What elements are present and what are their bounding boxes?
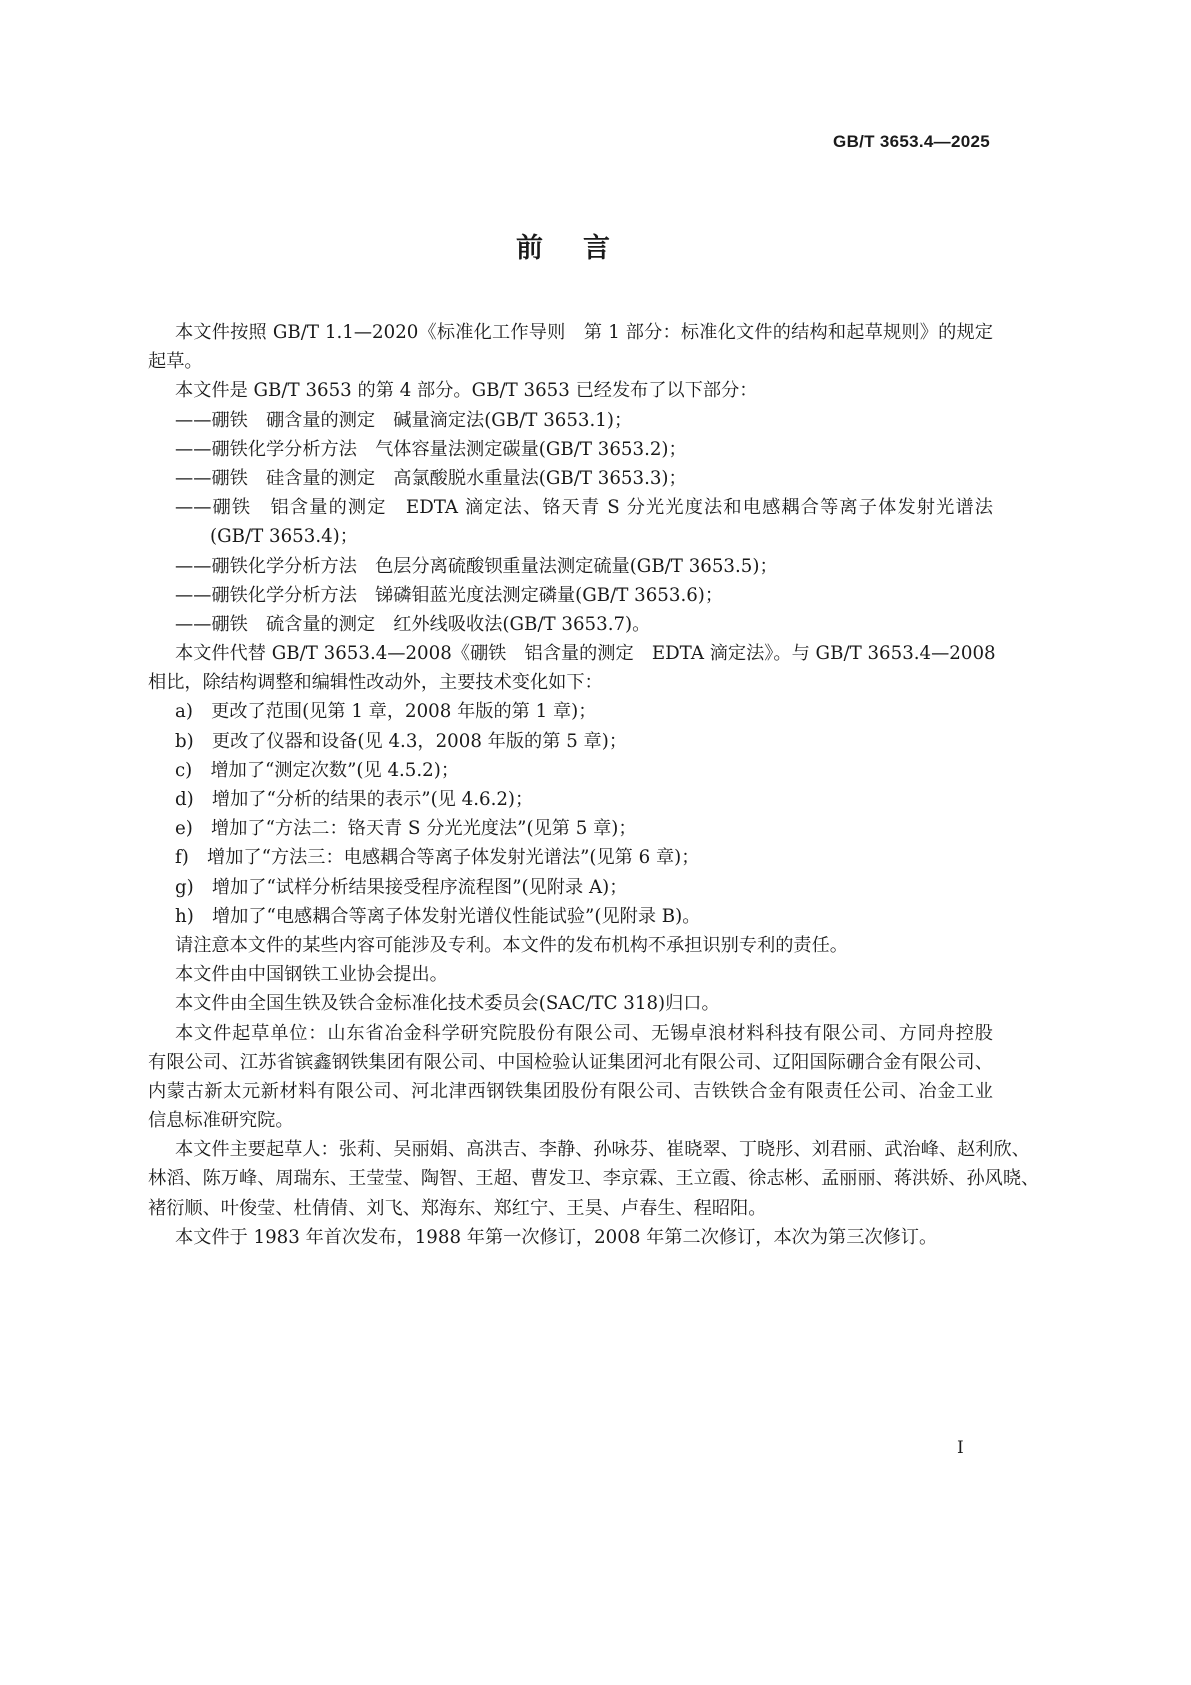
text-line: a) 更改了范围(见第 1 章，2008 年版的第 1 章)； [175,701,597,723]
text-line: 本文件起草单位：山东省冶金科学研究院股份有限公司、无锡卓浪材料科技有限公司、方同舟控股 [175,1022,993,1044]
title-char: 前 [516,233,543,264]
paragraph [148,960,993,989]
standard-number: GB/T 3653.4—2025 [833,132,990,151]
paragraph [148,552,993,581]
text-line: 本文件是 GB/T 3653 的第 4 部分。GB/T 3653 已经发布了以下部分： [175,380,758,402]
paragraph [148,756,993,785]
paragraph [148,843,993,872]
text-line: ——硼铁化学分析方法 锑磷钼蓝光度法测定磷量(GB/T 3653.6)； [175,584,724,606]
paragraph [148,1223,993,1252]
text-line: (GB/T 3653.4)； [210,526,358,548]
paragraph [148,493,993,551]
text-line: 有限公司、江苏省镔鑫钢铁集团有限公司、中国检验认证集团河北有限公司、辽阳国际硼合金有限公司、 [148,1051,993,1073]
text-line: ——硼铁化学分析方法 气体容量法测定碳量(GB/T 3653.2)； [175,438,687,460]
paragraph [148,639,996,697]
text-line: 请注意本文件的某些内容可能涉及专利。本文件的发布机构不承担识别专利的责任。 [175,934,848,956]
text-line: f) 增加了“方法三：电感耦合等离子体发射光谱法”(见第 6 章)； [175,847,700,869]
paragraph [148,697,993,726]
paragraph [148,376,993,405]
paragraph [148,989,993,1018]
text-line: h) 增加了“电感耦合等离子体发射光谱仪性能试验”(见附录 B)。 [175,905,701,927]
text-line: 本文件主要起草人：张莉、吴丽娟、高洪吉、李静、孙咏芬、崔晓翠、丁晓彤、刘君丽、武治峰、赵利欣、 [175,1139,1030,1161]
page-title [0,226,1126,265]
text-line: 内蒙古新太元新材料有限公司、河北津西钢铁集团股份有限公司、吉铁铁合金有限责任公司、冶金工业 [148,1080,993,1102]
paragraph [148,464,993,493]
paragraph [148,902,993,931]
paragraph [148,581,993,610]
paragraph [148,1135,1040,1223]
text-line: ——硼铁化学分析方法 色层分离硫酸钡重量法测定硫量(GB/T 3653.5)； [175,555,778,577]
text-line: 本文件于 1983 年首次发布，1988 年第一次修订，2008 年第二次修订，本次为第三次修订。 [175,1226,938,1248]
text-line: 本文件按照 GB/T 1.1—2020《标准化工作导则 第 1 部分：标准化文件的结构和起草规则》的规定 [175,322,993,343]
paragraph [148,785,993,814]
paragraph [148,406,993,435]
paragraph [148,873,993,902]
text-line: 本文件由全国生铁及铁合金标准化技术委员会(SAC/TC 318)归口。 [175,993,720,1015]
text-line: d) 增加了“分析的结果的表示”(见 4.6.2)； [175,789,534,810]
text-line: ——硼铁 硫含量的测定 红外线吸收法(GB/T 3653.7)。 [175,613,651,635]
text-line: 起草。 [148,351,203,373]
paragraph [148,435,993,464]
paragraph [148,318,993,376]
text-line: 相比，除结构调整和编辑性改动外，主要技术变化如下： [148,672,603,694]
paragraph [148,1019,993,1136]
text-line: ——硼铁 硼含量的测定 碱量滴定法(GB/T 3653.1)； [175,409,633,431]
paragraph [148,610,993,639]
preface-body [148,318,1040,1252]
text-line: e) 增加了“方法二：铬天青 S 分光光度法”(见第 5 章)； [175,818,637,840]
page-number: I [957,1438,964,1458]
text-line: 信息标准研究院。 [148,1110,294,1132]
paragraph [148,727,993,756]
text-line: 本文件由中国钢铁工业协会提出。 [175,964,448,986]
paragraph [148,814,993,843]
text-line: ——硼铁 铝含量的测定 EDTA 滴定法、铬天青 S 分光光度法和电感耦合等离子体发射光谱法 [175,497,993,519]
paragraph [148,931,993,960]
text-line: 褚衍顺、叶俊莹、杜倩倩、刘飞、郑海东、郑红宁、王昊、卢春生、程昭阳。 [148,1197,767,1219]
title-char: 言 [583,233,610,264]
text-line: 林滔、陈万峰、周瑞东、王莹莹、陶智、王超、曹发卫、李京霖、王立霞、徐志彬、孟丽丽、蒋洪娇、孙风晓、 [148,1168,1040,1190]
text-line: b) 更改了仪器和设备(见 4.3，2008 年版的第 5 章)； [175,730,628,752]
text-line: g) 增加了“试样分析结果接受程序流程图”(见附录 A)； [175,876,628,898]
text-line: 本文件代替 GB/T 3653.4—2008《硼铁 铝含量的测定 EDTA 滴定法》。与 GB/T 3653.4—2008 [175,643,996,665]
text-line: c) 增加了“测定次数”(见 4.5.2)； [175,759,460,781]
text-line: ——硼铁 硅含量的测定 高氯酸脱水重量法(GB/T 3653.3)； [175,467,687,489]
